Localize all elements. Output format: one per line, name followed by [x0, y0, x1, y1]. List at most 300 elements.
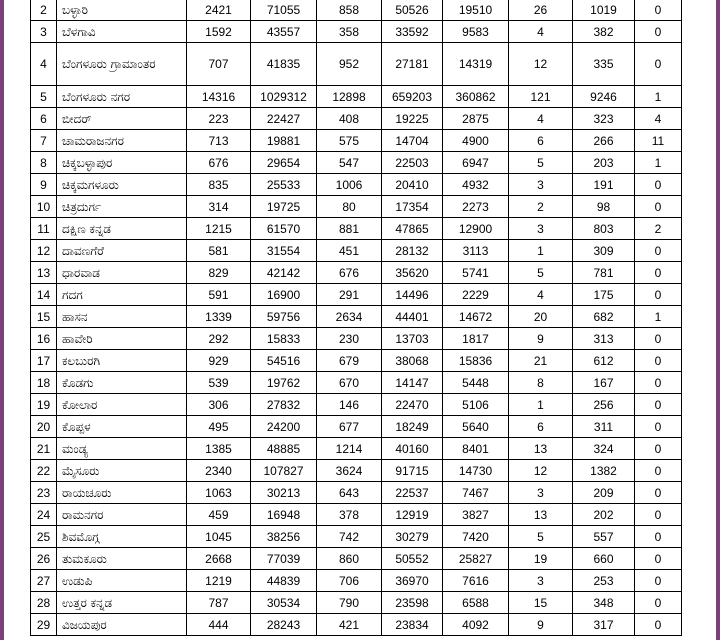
col-5-cell: 80 — [317, 196, 382, 218]
district-name-cell: ಉಡುಪಿ — [57, 570, 187, 592]
col-10-cell: 0 — [635, 372, 682, 394]
col-8-cell: 3 — [509, 174, 573, 196]
col-6-cell: 659203 — [382, 86, 443, 108]
col-4-cell: 16948 — [251, 504, 317, 526]
col-10-cell: 0 — [635, 460, 682, 482]
col-6-cell: 14496 — [382, 284, 443, 306]
col-7-cell: 6588 — [443, 592, 509, 614]
serial-number-cell: 21 — [31, 438, 57, 460]
col-7-cell: 6947 — [443, 152, 509, 174]
col-10-cell: 0 — [635, 21, 682, 43]
col-8-cell: 9 — [509, 328, 573, 350]
col-10-cell: 0 — [635, 43, 682, 86]
col-9-cell: 209 — [573, 482, 635, 504]
col-4-cell: 41835 — [251, 43, 317, 86]
col-8-cell: 13 — [509, 504, 573, 526]
table-row — [31, 174, 682, 196]
table-row — [31, 438, 682, 460]
district-name-cell: ಶಿವಮೊಗ್ಗ — [57, 526, 187, 548]
col-9-cell: 335 — [573, 43, 635, 86]
serial-number-cell: 15 — [31, 306, 57, 328]
col-4-cell: 44839 — [251, 570, 317, 592]
district-name-cell: ಗದಗ — [57, 284, 187, 306]
district-name-cell: ಉತ್ತರ ಕನ್ನಡ — [57, 592, 187, 614]
col-9-cell: 317 — [573, 614, 635, 636]
col-10-cell: 0 — [635, 504, 682, 526]
table-row — [31, 482, 682, 504]
serial-number-cell: 23 — [31, 482, 57, 504]
table-row — [31, 130, 682, 152]
col-7-cell: 14319 — [443, 43, 509, 86]
col-10-cell: 0 — [635, 240, 682, 262]
table-row — [31, 262, 682, 284]
col-9-cell: 191 — [573, 174, 635, 196]
col-3-cell: 591 — [187, 284, 251, 306]
col-7-cell: 8401 — [443, 438, 509, 460]
col-9-cell: 203 — [573, 152, 635, 174]
col-3-cell: 14316 — [187, 86, 251, 108]
table-row — [31, 460, 682, 482]
col-5-cell: 860 — [317, 548, 382, 570]
col-4-cell: 30213 — [251, 482, 317, 504]
col-10-cell: 0 — [635, 394, 682, 416]
col-6-cell: 22503 — [382, 152, 443, 174]
table-row — [31, 0, 682, 21]
col-8-cell: 20 — [509, 306, 573, 328]
col-5-cell: 881 — [317, 218, 382, 240]
col-10-cell: 4 — [635, 108, 682, 130]
serial-number-cell: 5 — [31, 86, 57, 108]
col-10-cell: 11 — [635, 130, 682, 152]
district-name-cell: ಧಾರವಾಡ — [57, 262, 187, 284]
col-7-cell: 5448 — [443, 372, 509, 394]
col-5-cell: 12898 — [317, 86, 382, 108]
col-5-cell: 547 — [317, 152, 382, 174]
col-3-cell: 1215 — [187, 218, 251, 240]
table-row — [31, 614, 682, 636]
col-7-cell: 1817 — [443, 328, 509, 350]
col-9-cell: 557 — [573, 526, 635, 548]
col-5-cell: 3624 — [317, 460, 382, 482]
serial-number-cell: 8 — [31, 152, 57, 174]
col-8-cell: 26 — [509, 0, 573, 21]
serial-number-cell: 20 — [31, 416, 57, 438]
table-row — [31, 526, 682, 548]
col-7-cell: 25827 — [443, 548, 509, 570]
col-7-cell: 7420 — [443, 526, 509, 548]
table-row — [31, 240, 682, 262]
serial-number-cell: 22 — [31, 460, 57, 482]
col-8-cell: 5 — [509, 262, 573, 284]
col-4-cell: 59756 — [251, 306, 317, 328]
col-7-cell: 2229 — [443, 284, 509, 306]
col-6-cell: 22470 — [382, 394, 443, 416]
district-name-cell: ಚಿಕ್ಕಬಳ್ಳಾಪುರ — [57, 152, 187, 174]
col-9-cell: 98 — [573, 196, 635, 218]
serial-number-cell: 19 — [31, 394, 57, 416]
col-4-cell: 19762 — [251, 372, 317, 394]
serial-number-cell: 18 — [31, 372, 57, 394]
col-4-cell: 22427 — [251, 108, 317, 130]
table-row — [31, 306, 682, 328]
col-5-cell: 291 — [317, 284, 382, 306]
col-5-cell: 575 — [317, 130, 382, 152]
col-4-cell: 19725 — [251, 196, 317, 218]
col-8-cell: 2 — [509, 196, 573, 218]
district-name-cell: ಬೆಂಗಳೂರು ಗ್ರಾಮಾಂತರ — [57, 43, 187, 86]
col-4-cell: 30534 — [251, 592, 317, 614]
col-3-cell: 1219 — [187, 570, 251, 592]
col-6-cell: 20410 — [382, 174, 443, 196]
col-7-cell: 19510 — [443, 0, 509, 21]
col-10-cell: 0 — [635, 438, 682, 460]
col-6-cell: 30279 — [382, 526, 443, 548]
col-3-cell: 314 — [187, 196, 251, 218]
col-4-cell: 48885 — [251, 438, 317, 460]
col-5-cell: 670 — [317, 372, 382, 394]
col-3-cell: 306 — [187, 394, 251, 416]
table-row — [31, 504, 682, 526]
col-3-cell: 495 — [187, 416, 251, 438]
serial-number-cell: 25 — [31, 526, 57, 548]
col-3-cell: 292 — [187, 328, 251, 350]
col-4-cell: 31554 — [251, 240, 317, 262]
col-8-cell: 4 — [509, 284, 573, 306]
serial-number-cell: 26 — [31, 548, 57, 570]
col-3-cell: 2421 — [187, 0, 251, 21]
col-7-cell: 2875 — [443, 108, 509, 130]
col-3-cell: 829 — [187, 262, 251, 284]
col-7-cell: 14730 — [443, 460, 509, 482]
col-5-cell: 230 — [317, 328, 382, 350]
col-10-cell: 0 — [635, 416, 682, 438]
col-3-cell: 2668 — [187, 548, 251, 570]
table-row — [31, 196, 682, 218]
col-6-cell: 13703 — [382, 328, 443, 350]
col-9-cell: 781 — [573, 262, 635, 284]
col-3-cell: 676 — [187, 152, 251, 174]
col-4-cell: 15833 — [251, 328, 317, 350]
col-4-cell: 1029312 — [251, 86, 317, 108]
col-7-cell: 4932 — [443, 174, 509, 196]
col-4-cell: 27832 — [251, 394, 317, 416]
col-8-cell: 15 — [509, 592, 573, 614]
district-name-cell: ಕೊಡಗು — [57, 372, 187, 394]
col-6-cell: 14704 — [382, 130, 443, 152]
col-8-cell: 3 — [509, 482, 573, 504]
col-9-cell: 167 — [573, 372, 635, 394]
table-row — [31, 548, 682, 570]
col-4-cell: 24200 — [251, 416, 317, 438]
col-9-cell: 1019 — [573, 0, 635, 21]
col-5-cell: 676 — [317, 262, 382, 284]
col-5-cell: 679 — [317, 350, 382, 372]
col-7-cell: 5640 — [443, 416, 509, 438]
col-6-cell: 47865 — [382, 218, 443, 240]
district-name-cell: ಚಿತ್ರದುರ್ಗ — [57, 196, 187, 218]
col-4-cell: 16900 — [251, 284, 317, 306]
col-6-cell: 36970 — [382, 570, 443, 592]
col-9-cell: 256 — [573, 394, 635, 416]
col-6-cell: 33592 — [382, 21, 443, 43]
district-name-cell: ಬೆಂಗಳೂರು ನಗರ — [57, 86, 187, 108]
col-4-cell: 77039 — [251, 548, 317, 570]
col-7-cell: 3113 — [443, 240, 509, 262]
col-7-cell: 9583 — [443, 21, 509, 43]
col-3-cell: 444 — [187, 614, 251, 636]
col-3-cell: 1045 — [187, 526, 251, 548]
serial-number-cell: 13 — [31, 262, 57, 284]
col-7-cell: 4900 — [443, 130, 509, 152]
col-10-cell: 0 — [635, 592, 682, 614]
col-5-cell: 1214 — [317, 438, 382, 460]
col-10-cell: 1 — [635, 152, 682, 174]
serial-number-cell: 3 — [31, 21, 57, 43]
col-6-cell: 18249 — [382, 416, 443, 438]
serial-number-cell: 10 — [31, 196, 57, 218]
col-10-cell: 0 — [635, 548, 682, 570]
col-9-cell: 202 — [573, 504, 635, 526]
district-name-cell: ಮೈಸೂರು — [57, 460, 187, 482]
serial-number-cell: 24 — [31, 504, 57, 526]
col-10-cell: 0 — [635, 614, 682, 636]
col-8-cell: 12 — [509, 43, 573, 86]
district-name-cell: ಕೊಪ್ಪಳ — [57, 416, 187, 438]
col-6-cell: 27181 — [382, 43, 443, 86]
col-9-cell: 266 — [573, 130, 635, 152]
serial-number-cell: 11 — [31, 218, 57, 240]
col-5-cell: 677 — [317, 416, 382, 438]
col-9-cell: 612 — [573, 350, 635, 372]
table-row — [31, 152, 682, 174]
district-name-cell: ಚಿಕ್ಕಮಗಳೂರು — [57, 174, 187, 196]
col-9-cell: 313 — [573, 328, 635, 350]
col-3-cell: 2340 — [187, 460, 251, 482]
col-5-cell: 742 — [317, 526, 382, 548]
col-8-cell: 6 — [509, 416, 573, 438]
col-3-cell: 459 — [187, 504, 251, 526]
serial-number-cell: 14 — [31, 284, 57, 306]
col-4-cell: 42142 — [251, 262, 317, 284]
col-5-cell: 421 — [317, 614, 382, 636]
col-5-cell: 378 — [317, 504, 382, 526]
col-5-cell: 358 — [317, 21, 382, 43]
col-4-cell: 38256 — [251, 526, 317, 548]
col-6-cell: 28132 — [382, 240, 443, 262]
col-5-cell: 408 — [317, 108, 382, 130]
col-4-cell: 29654 — [251, 152, 317, 174]
district-name-cell: ತುಮಕೂರು — [57, 548, 187, 570]
col-6-cell: 40160 — [382, 438, 443, 460]
col-3-cell: 707 — [187, 43, 251, 86]
col-3-cell: 787 — [187, 592, 251, 614]
col-8-cell: 121 — [509, 86, 573, 108]
col-7-cell: 360862 — [443, 86, 509, 108]
col-10-cell: 0 — [635, 174, 682, 196]
district-name-cell: ದಾವಣಗೆರೆ — [57, 240, 187, 262]
col-9-cell: 323 — [573, 108, 635, 130]
col-4-cell: 25533 — [251, 174, 317, 196]
col-4-cell: 19881 — [251, 130, 317, 152]
col-8-cell: 3 — [509, 218, 573, 240]
col-3-cell: 223 — [187, 108, 251, 130]
col-7-cell: 14672 — [443, 306, 509, 328]
col-8-cell: 9 — [509, 614, 573, 636]
col-5-cell: 952 — [317, 43, 382, 86]
district-name-cell: ಕೋಲಾರ — [57, 394, 187, 416]
col-6-cell: 35620 — [382, 262, 443, 284]
serial-number-cell: 29 — [31, 614, 57, 636]
col-8-cell: 5 — [509, 152, 573, 174]
col-8-cell: 1 — [509, 240, 573, 262]
district-name-cell: ವಿಜಯಪುರ — [57, 614, 187, 636]
col-7-cell: 3827 — [443, 504, 509, 526]
col-6-cell: 23598 — [382, 592, 443, 614]
district-name-cell: ಕಲಬುರಗಿ — [57, 350, 187, 372]
table-row — [31, 570, 682, 592]
table-row — [31, 108, 682, 130]
col-5-cell: 858 — [317, 0, 382, 21]
table-body — [31, 0, 682, 636]
col-7-cell: 7616 — [443, 570, 509, 592]
serial-number-cell: 7 — [31, 130, 57, 152]
col-9-cell: 803 — [573, 218, 635, 240]
col-4-cell: 107827 — [251, 460, 317, 482]
col-7-cell: 2273 — [443, 196, 509, 218]
district-name-cell: ರಾಮನಗರ — [57, 504, 187, 526]
table-row — [31, 592, 682, 614]
col-10-cell: 1 — [635, 86, 682, 108]
col-5-cell: 1006 — [317, 174, 382, 196]
district-name-cell: ಹಾಸನ — [57, 306, 187, 328]
col-9-cell: 9246 — [573, 86, 635, 108]
col-8-cell: 1 — [509, 394, 573, 416]
col-3-cell: 929 — [187, 350, 251, 372]
col-10-cell: 0 — [635, 328, 682, 350]
col-7-cell: 4092 — [443, 614, 509, 636]
table-row — [31, 43, 682, 86]
col-10-cell: 1 — [635, 306, 682, 328]
serial-number-cell: 17 — [31, 350, 57, 372]
col-6-cell: 38068 — [382, 350, 443, 372]
serial-number-cell: 12 — [31, 240, 57, 262]
col-4-cell: 61570 — [251, 218, 317, 240]
col-10-cell: 0 — [635, 526, 682, 548]
col-6-cell: 17354 — [382, 196, 443, 218]
district-name-cell: ಚಾಮರಾಜನಗರ — [57, 130, 187, 152]
col-4-cell: 43557 — [251, 21, 317, 43]
col-5-cell: 451 — [317, 240, 382, 262]
serial-number-cell: 27 — [31, 570, 57, 592]
col-7-cell: 7467 — [443, 482, 509, 504]
col-8-cell: 13 — [509, 438, 573, 460]
col-9-cell: 682 — [573, 306, 635, 328]
col-8-cell: 19 — [509, 548, 573, 570]
district-data-table — [30, 0, 682, 636]
col-8-cell: 8 — [509, 372, 573, 394]
col-8-cell: 4 — [509, 21, 573, 43]
table-row — [31, 86, 682, 108]
col-7-cell: 5106 — [443, 394, 509, 416]
col-3-cell: 1385 — [187, 438, 251, 460]
col-9-cell: 309 — [573, 240, 635, 262]
table-row — [31, 416, 682, 438]
col-10-cell: 0 — [635, 262, 682, 284]
district-name-cell: ಬೀದರ್ — [57, 108, 187, 130]
col-8-cell: 6 — [509, 130, 573, 152]
table-row — [31, 284, 682, 306]
col-10-cell: 0 — [635, 482, 682, 504]
col-7-cell: 5741 — [443, 262, 509, 284]
col-6-cell: 23834 — [382, 614, 443, 636]
col-9-cell: 382 — [573, 21, 635, 43]
col-7-cell: 12900 — [443, 218, 509, 240]
col-3-cell: 1592 — [187, 21, 251, 43]
col-9-cell: 348 — [573, 592, 635, 614]
col-3-cell: 713 — [187, 130, 251, 152]
col-6-cell: 12919 — [382, 504, 443, 526]
serial-number-cell: 16 — [31, 328, 57, 350]
col-6-cell: 22537 — [382, 482, 443, 504]
col-10-cell: 2 — [635, 218, 682, 240]
col-8-cell: 12 — [509, 460, 573, 482]
col-4-cell: 28243 — [251, 614, 317, 636]
district-name-cell: ಬೆಳಗಾವಿ — [57, 21, 187, 43]
district-name-cell: ಮಂಡ್ಯ — [57, 438, 187, 460]
serial-number-cell: 6 — [31, 108, 57, 130]
col-6-cell: 50552 — [382, 548, 443, 570]
col-3-cell: 835 — [187, 174, 251, 196]
col-9-cell: 660 — [573, 548, 635, 570]
col-5-cell: 706 — [317, 570, 382, 592]
col-5-cell: 790 — [317, 592, 382, 614]
col-6-cell: 50526 — [382, 0, 443, 21]
table-row — [31, 218, 682, 240]
col-10-cell: 0 — [635, 350, 682, 372]
district-name-cell: ಹಾವೇರಿ — [57, 328, 187, 350]
district-name-cell: ದಕ್ಷಿಣ ಕನ್ನಡ — [57, 218, 187, 240]
table-row — [31, 350, 682, 372]
col-9-cell: 324 — [573, 438, 635, 460]
col-9-cell: 253 — [573, 570, 635, 592]
table-row — [31, 328, 682, 350]
col-7-cell: 15836 — [443, 350, 509, 372]
col-6-cell: 14147 — [382, 372, 443, 394]
col-9-cell: 175 — [573, 284, 635, 306]
col-3-cell: 1063 — [187, 482, 251, 504]
col-3-cell: 539 — [187, 372, 251, 394]
col-6-cell: 19225 — [382, 108, 443, 130]
table-row — [31, 372, 682, 394]
serial-number-cell: 2 — [31, 0, 57, 21]
col-8-cell: 5 — [509, 526, 573, 548]
col-9-cell: 311 — [573, 416, 635, 438]
col-8-cell: 21 — [509, 350, 573, 372]
serial-number-cell: 4 — [31, 43, 57, 86]
col-10-cell: 0 — [635, 196, 682, 218]
col-10-cell: 0 — [635, 0, 682, 21]
col-9-cell: 1382 — [573, 460, 635, 482]
serial-number-cell: 9 — [31, 174, 57, 196]
serial-number-cell: 28 — [31, 592, 57, 614]
col-5-cell: 146 — [317, 394, 382, 416]
table-row — [31, 394, 682, 416]
col-6-cell: 91715 — [382, 460, 443, 482]
col-4-cell: 71055 — [251, 0, 317, 21]
col-5-cell: 643 — [317, 482, 382, 504]
col-4-cell: 54516 — [251, 350, 317, 372]
col-3-cell: 1339 — [187, 306, 251, 328]
